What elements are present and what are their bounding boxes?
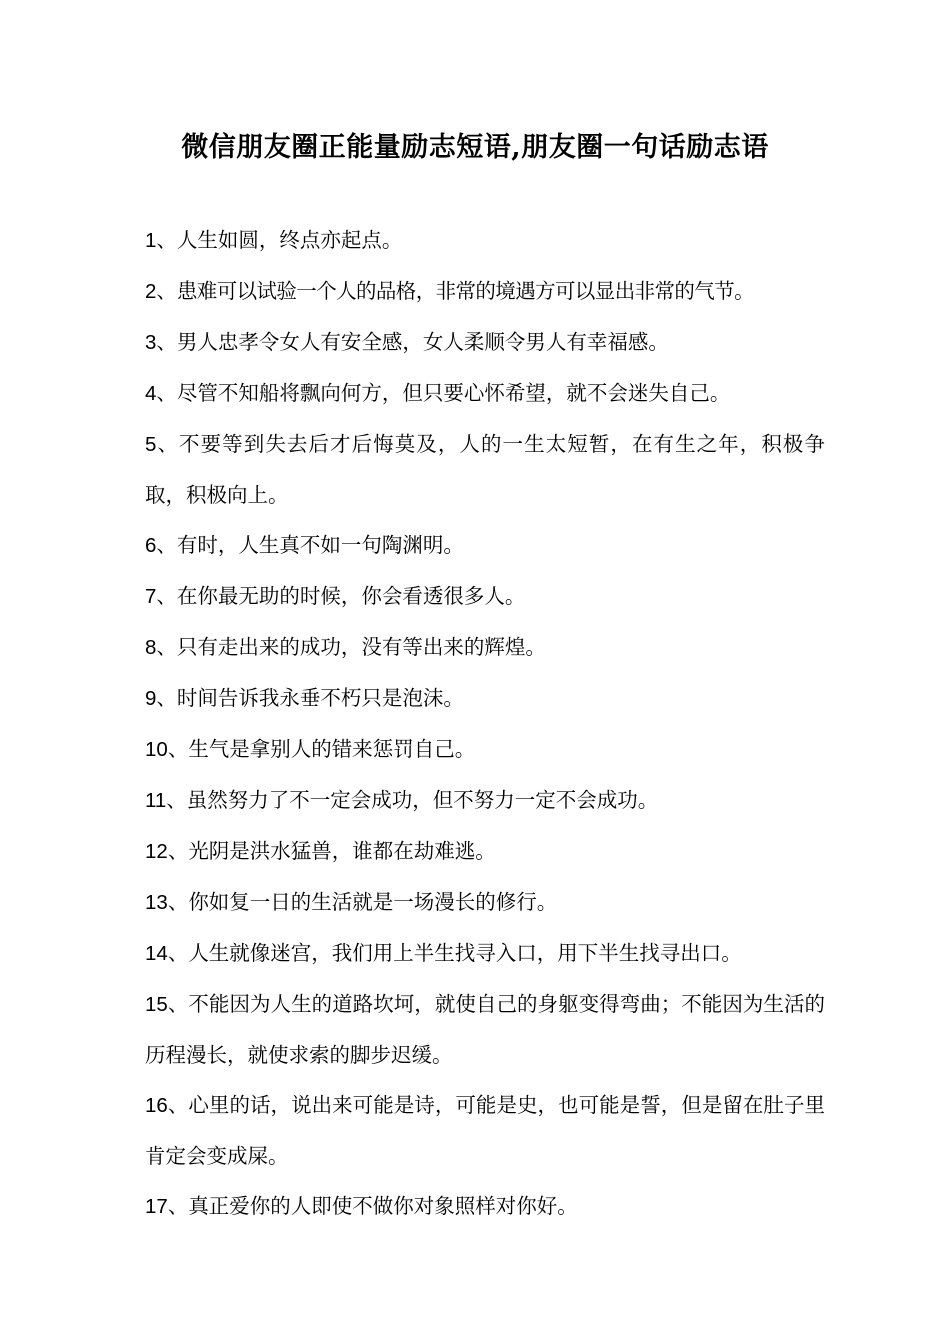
item-number: 3 (145, 331, 157, 354)
item-separator: 、 (156, 279, 177, 303)
item-number: 10 (145, 738, 168, 761)
list-item (145, 673, 825, 724)
item-number: 16 (145, 1094, 168, 1117)
item-number: 4 (145, 382, 157, 405)
item-text: 你如复一日的生活就是一场漫长的修行。 (188, 890, 558, 914)
item-text: 男人忠孝令女人有安全感，女人柔顺令男人有幸福感。 (176, 330, 669, 354)
item-separator: 、 (166, 788, 187, 812)
list-item (145, 928, 825, 979)
item-separator: 、 (156, 533, 177, 557)
item-number: 15 (145, 993, 168, 1016)
item-number: 14 (145, 942, 168, 965)
item-text: 光阴是洪水猛兽，谁都在劫难逃。 (188, 839, 496, 863)
item-separator: 、 (156, 635, 177, 659)
item-separator: 、 (156, 432, 180, 456)
item-separator: 、 (167, 941, 189, 965)
list-item (145, 1080, 825, 1181)
item-number: 6 (145, 534, 157, 557)
list-item (145, 724, 825, 775)
item-text: 时间告诉我永垂不朽只是泡沫。 (176, 686, 464, 710)
list-item (145, 368, 825, 419)
list-item (145, 622, 825, 673)
item-number: 13 (145, 891, 168, 914)
list-item (145, 215, 825, 266)
item-number: 11 (145, 789, 167, 812)
item-text: 人生如圆，终点亦起点。 (176, 228, 403, 252)
list-item (145, 520, 825, 571)
item-text: 在你最无助的时候，你会看透很多人。 (176, 584, 526, 608)
item-text: 心里的话，说出来可能是诗，可能是史，也可能是誓，但是留在肚子里肯定会变成屎。 (145, 1093, 826, 1168)
list-item (145, 877, 825, 928)
item-number: 8 (145, 636, 157, 659)
list-item (145, 826, 825, 877)
list-item (145, 775, 825, 826)
quote-list (145, 215, 825, 1232)
item-number: 5 (145, 433, 157, 456)
item-number: 17 (145, 1195, 168, 1218)
item-separator: 、 (156, 330, 177, 354)
item-number: 1 (145, 229, 157, 252)
item-separator: 、 (156, 381, 177, 405)
item-separator: 、 (167, 1093, 189, 1117)
item-separator: 、 (156, 686, 177, 710)
item-text: 生气是拿别人的错来惩罚自己。 (188, 737, 476, 761)
item-text: 只有走出来的成功，没有等出来的辉煌。 (176, 635, 546, 659)
item-number: 2 (145, 280, 157, 303)
list-item (145, 1181, 825, 1232)
item-text: 人生就像迷宫，我们用上半生找寻入口，用下半生找寻出口。 (188, 941, 742, 965)
item-separator: 、 (167, 737, 189, 761)
item-text: 有时，人生真不如一句陶渊明。 (176, 533, 464, 557)
item-separator: 、 (156, 584, 177, 608)
item-separator: 、 (167, 1194, 189, 1218)
item-separator: 、 (167, 992, 189, 1016)
item-text: 真正爱你的人即使不做你对象照样对你好。 (188, 1194, 578, 1218)
list-item (145, 419, 825, 520)
list-item (145, 571, 825, 622)
item-text: 不能因为人生的道路坎坷，就使自己的身躯变得弯曲；不能因为生活的历程漫长，就使求索的脚步迟缓。 (145, 992, 826, 1067)
list-item (145, 266, 825, 317)
document-title: 微信朋友圈正能量励志短语,朋友圈一句话励志语 (181, 132, 769, 163)
list-item (145, 317, 825, 368)
item-separator: 、 (167, 890, 189, 914)
item-number: 7 (145, 585, 157, 608)
item-text: 患难可以试验一个人的品格，非常的境遇方可以显出非常的气节。 (176, 279, 755, 303)
item-separator: 、 (156, 228, 177, 252)
list-item (145, 979, 825, 1080)
item-text: 尽管不知船将飘向何方，但只要心怀希望，就不会迷失自己。 (176, 381, 731, 405)
item-separator: 、 (167, 839, 189, 863)
item-number: 12 (145, 840, 168, 863)
item-number: 9 (145, 687, 157, 710)
item-text: 虽然努力了不一定会成功，但不努力一定不会成功。 (186, 788, 659, 812)
item-text: 不要等到失去后才后悔莫及，人的一生太短暂，在有生之年，积极争取，积极向上。 (145, 432, 826, 507)
